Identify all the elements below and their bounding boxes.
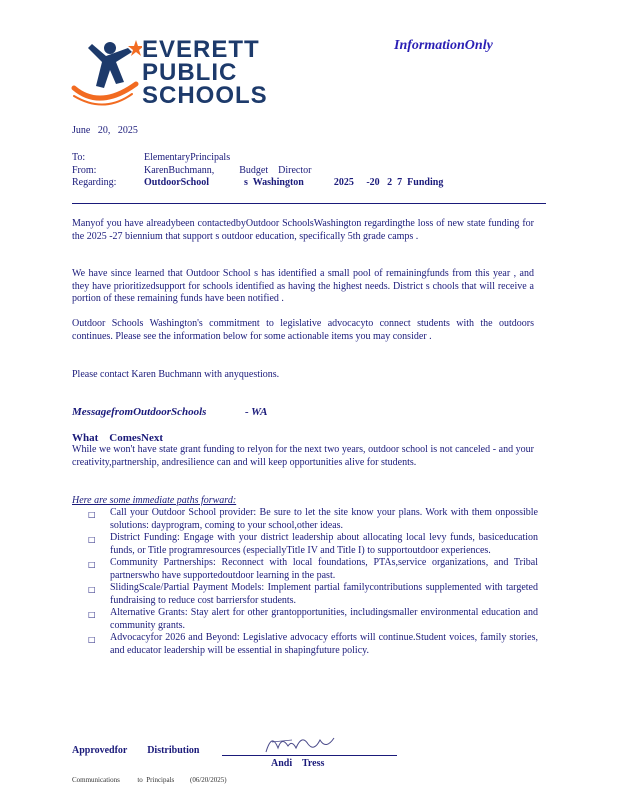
list-item-text: Advocacyfor 2026 and Beyond: Legislative advocacy efforts will continue.Student voices, family stories, and educator leadership will be essential in shapingfuture policy.: [110, 632, 538, 656]
memo-from-row: [72, 165, 532, 178]
list-item: [88, 607, 538, 632]
logo-line-3: SCHOOLS: [142, 82, 268, 109]
paragraph-what-comes-next: While we won't have state grant funding to relyon for the next two years, outdoor school is not canceled - and your creativity,partnership, andresilience can and will keep opportunities alive for students.: [72, 444, 534, 468]
list-item: [88, 582, 538, 607]
handwritten-signature: [262, 728, 342, 758]
checkbox-bullet-icon: □: [88, 510, 96, 519]
logo-line-1: EVERETT: [142, 36, 260, 63]
list-item: [88, 557, 538, 582]
memo-regarding-label: Regarding:: [72, 177, 117, 188]
logo-line-2: PUBLIC: [142, 59, 238, 86]
message-heading: MessagefromOutdoorSchools - WA: [72, 406, 268, 418]
memo-header: [72, 152, 532, 190]
memo-from-label: From:: [72, 164, 97, 176]
logo-wordmark: [142, 38, 268, 107]
header-divider: [72, 203, 546, 204]
paragraph-contact: Please contact Karen Buchmann with anyquestions.: [72, 369, 280, 380]
memo-to-row: [72, 152, 532, 165]
list-item-text: Community Partnerships: Reconnect with local foundations, PTAs,service organizations, and Tribal partnerswho have supportedoutdoor learning in the past.: [110, 557, 538, 581]
information-only-notice: InformationOnly: [394, 38, 493, 53]
memo-regarding-value: OutdoorSchool s Washington 2025 -20 2 7 Funding: [144, 177, 444, 188]
paragraph-funding-loss: Manyof you have alreadybeen contactedbyOutdoor SchoolsWashington regardingthe loss of new state funding for the 2025 -27 biennium that support s outdoor education, specifically 5th grade camps .: [72, 218, 534, 242]
memo-to-label: To:: [72, 152, 86, 163]
signature-line: [222, 755, 397, 756]
list-item: [88, 532, 538, 557]
checkbox-bullet-icon: □: [88, 610, 96, 619]
paragraph-remaining-funds: We have since learned that Outdoor School s has identified a small pool of remainingfunds from this year , and they have prioritizedsupport for schools identified as having the highest needs. District s chools that will receive a portion of these remaining funds have been notified .: [72, 268, 534, 304]
list-item-text: SlidingScale/Partial Payment Models: Implement partial familycontributions supplemented with targeted fundraising to reduce cost barriersfor students.: [110, 582, 538, 606]
checkbox-bullet-icon: □: [88, 535, 96, 544]
footer-note: Communications to Principals (06/20/2025): [72, 776, 227, 784]
list-item-text: Call your Outdoor School provider: Be sure to let the site know your plans. Work with them onpossible solutions: dayprogram, coming to your school,other ideas.: [110, 507, 538, 531]
checkbox-bullet-icon: □: [88, 635, 96, 644]
paths-forward-intro: Here are some immediate paths forward:: [72, 495, 237, 506]
memo-to-value: ElementaryPrincipals: [144, 152, 231, 163]
paths-forward-list: [88, 507, 538, 657]
approved-for-distribution-label: Approvedfor Distribution: [72, 745, 200, 756]
checkbox-bullet-icon: □: [88, 585, 96, 594]
memo-from-value: KarenBuchmann, Budget Director: [144, 164, 312, 176]
list-item-text: Alternative Grants: Stay alert for other grantopportunities, includingsmaller environmental education and community grants.: [110, 607, 538, 631]
checkbox-bullet-icon: □: [88, 560, 96, 569]
list-item: [88, 507, 538, 532]
memo-regarding-row: [72, 177, 532, 190]
list-item-text: District Funding: Engage with your district leadership about allocating local levy funds, basiceducation funds, or Title programresources (especiallyTitle IV and Title I) to supportoutdoor experiences.: [110, 532, 538, 556]
signer-name: Andi Tress: [271, 758, 325, 769]
district-logo: [70, 36, 268, 110]
memo-date: June 20, 2025: [72, 125, 138, 136]
list-item: [88, 632, 538, 657]
paragraph-advocacy: Outdoor Schools Washington's commitment to legislative advocacyto connect students with the outdoors continues. Please see the information below for some actionable items you may consider .: [72, 318, 534, 342]
logo-figure-icon: [70, 38, 142, 110]
what-comes-next-heading: What ComesNext: [72, 432, 164, 444]
